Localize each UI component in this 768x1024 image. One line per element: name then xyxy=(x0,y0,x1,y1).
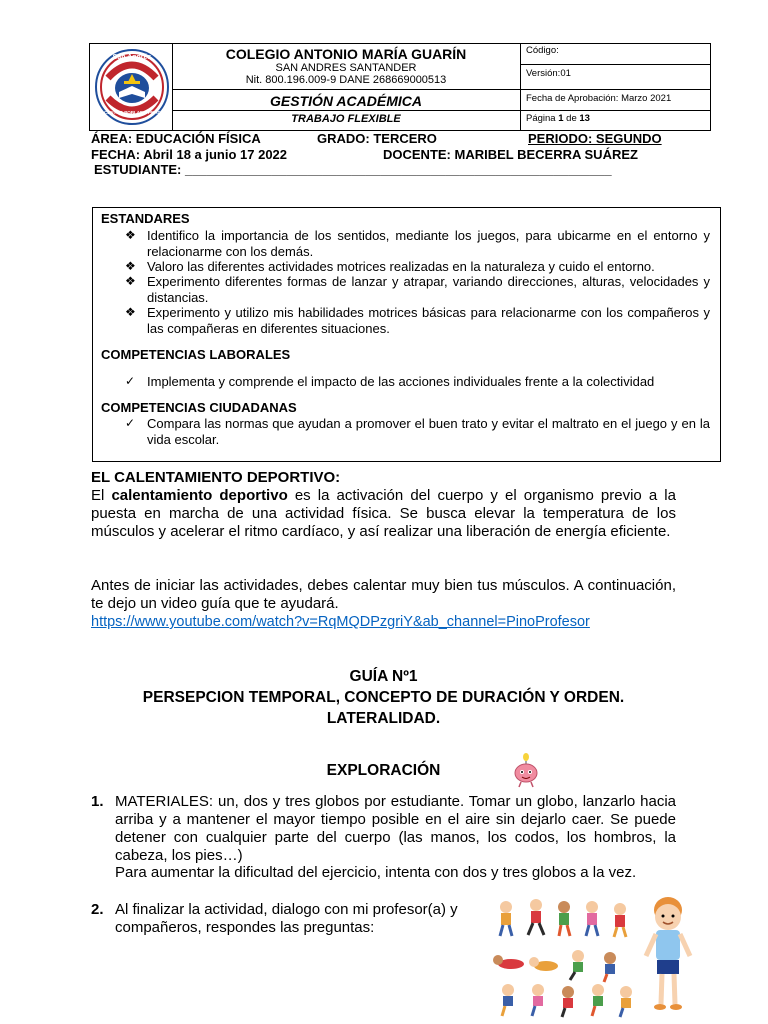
warmup-instructions: Antes de iniciar las actividades, debes calentar muy bien tus músculos. A continuación, te dejo un video guía que te ayudará. xyxy=(91,577,676,612)
area-label: ÁREA: EDUCACIÓN FÍSICA xyxy=(91,131,261,146)
checkmark-icon: ✓ xyxy=(125,416,136,430)
warmup-paragraph: El calentamiento deportivo es la activación del cuerpo y el organismo previo a la puesta en marcha de una actividad física. Se busca elevar la temperatura de los músculos y acelerar el ritmo cardíaco, y así realizar una liberación de energía eficiente. xyxy=(91,487,676,540)
civic-competencies-heading: COMPETENCIAS CIUDADANAS xyxy=(101,400,297,415)
student-field[interactable]: ESTUDIANTE: ___________________________________________________________ xyxy=(94,162,612,177)
teacher-label: DOCENTE: MARIBEL BECERRA SUÁREZ xyxy=(383,147,638,162)
approval-date: Fecha de Aprobación: Marzo 2021 xyxy=(526,93,672,104)
guide-number: GUÍA Nº1 xyxy=(349,668,418,685)
activity-number: 1. xyxy=(91,793,104,810)
standard-item: Experimento y utilizo mis habilidades motrices básicas para relacionarme con los compañeros y las compañeras en diferentes situaciones. xyxy=(147,305,710,336)
standards-heading: ESTANDARES xyxy=(101,211,190,226)
header-divider xyxy=(172,110,520,111)
period-label: PERIODO: SEGUNDO xyxy=(528,131,662,146)
activity-1-extra: Para aumentar la dificultad del ejercicio, intenta con dos y tres globos a la vez. xyxy=(115,864,637,881)
header-divider xyxy=(520,44,521,130)
activity-1-text: MATERIALES: un, dos y tres globos por estudiante. Tomar un globo, lanzarlo hacia arriba y a mantener el mayor tiempo posible en el aire sin dejarlo caer. Se puede detener con cualquier parte del cuerpo (las manos, los codos, los hombros, la cabeza, los pies…) xyxy=(115,793,676,864)
warmup-heading: EL CALENTAMIENTO DEPORTIVO: xyxy=(91,469,341,486)
brain-mascot-icon xyxy=(509,752,543,788)
diamond-bullet-icon: ❖ xyxy=(125,274,136,288)
boy-figure xyxy=(646,897,690,1010)
department-title: GESTIÓN ACADÉMICA xyxy=(270,93,422,109)
grade-label: GRADO: TERCERO xyxy=(317,131,437,146)
school-name: COLEGIO ANTONIO MARÍA GUARÍN xyxy=(225,46,467,62)
school-location: SAN ANDRES SANTANDER xyxy=(275,62,417,74)
video-link[interactable]: https://www.youtube.com/watch?v=RqMQDPzgriY&ab_channel=PinoProfesor xyxy=(91,614,590,630)
header-divider xyxy=(520,64,710,65)
version-label: Versión:01 xyxy=(526,68,571,79)
standard-item: Experimento diferentes formas de lanzar y atrapar, variando direcciones, alturas, velocidades y distancias. xyxy=(147,274,710,305)
activity-2-text: Al finalizar la actividad, dialogo con mi profesor(a) y compañeros, respondes las preguntas: xyxy=(115,901,458,936)
header-divider xyxy=(172,89,520,90)
logo-text-top: San Andrés xyxy=(112,54,152,61)
date-label: FECHA: Abril 18 a junio 17 2022 xyxy=(91,147,288,162)
standard-item: Valoro las diferentes actividades motrices realizadas en la naturaleza y cuido el entorno. xyxy=(147,259,655,274)
guide-subtitle: LATERALIDAD. xyxy=(326,710,441,727)
activity-number: 2. xyxy=(91,901,104,918)
standard-item: Identifico la importancia de los sentidos, mediante los juegos, para ubicarme en el entorno y relacionarme con los demás. xyxy=(147,228,710,259)
diamond-bullet-icon: ❖ xyxy=(125,228,136,242)
checkmark-icon: ✓ xyxy=(125,374,136,388)
work-type: TRABAJO FLEXIBLE xyxy=(291,113,401,125)
header-divider xyxy=(520,89,710,90)
school-nit: Nit. 800.196.009-9 DANE 268669000513 xyxy=(245,74,447,86)
guide-title: PERSEPCION TEMPORAL, CONCEPTO DE DURACIÓN Y ORDEN. xyxy=(142,689,625,706)
labor-competencies-heading: COMPETENCIAS LABORALES xyxy=(101,347,291,362)
small-kids-group xyxy=(493,899,632,1017)
exploration-heading: EXPLORACIÓN xyxy=(326,762,441,779)
code-label: Código: xyxy=(526,45,559,56)
kids-exercise-illustration xyxy=(486,890,704,1020)
header-table xyxy=(89,43,711,131)
diamond-bullet-icon: ❖ xyxy=(125,259,136,273)
diamond-bullet-icon: ❖ xyxy=(125,305,136,319)
logo-text-bottom: CENTRO POBLADO PRADERA xyxy=(104,110,171,115)
civic-competency-item: Compara las normas que ayudan a promover el buen trato y evitar el maltrato en el juego y en la vida escolar. xyxy=(147,416,710,447)
labor-competency-item: Implementa y comprende el impacto de las acciones individuales frente a la colectividad xyxy=(147,374,655,389)
page-number: Página 1 de 13 xyxy=(526,113,590,124)
header-divider xyxy=(520,110,710,111)
